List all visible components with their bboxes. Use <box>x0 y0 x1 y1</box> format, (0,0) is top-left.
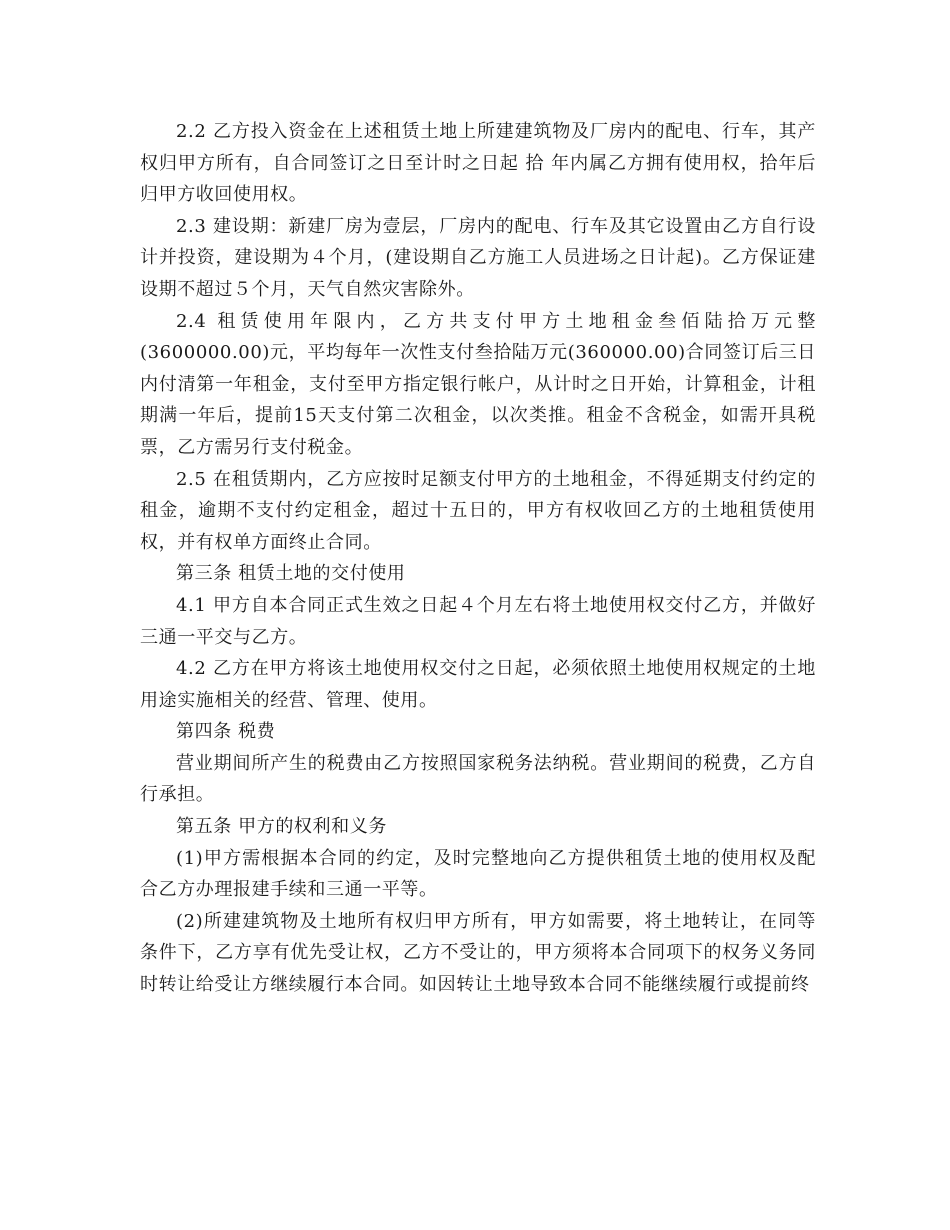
party-a-duty-1: (1)甲方需根据本合同的约定，及时完整地向乙方提供租赁土地的使用权及配合乙方办理报建手续和三通一平等。 <box>140 847 816 901</box>
party-a-duty-2: (2)所建建筑物及土地所有权归甲方所有，甲方如需要，将土地转让，在同等条件下，乙方享有优先受让权，乙方不受让的，甲方须将本合同项下的权务义务同时转让给受让方继续履行本合同。如因转让土地导致本合同不能继续履行或提前终 <box>140 910 816 996</box>
article-4-heading: 第四条 税费 <box>176 721 276 743</box>
clause-2-3: 2.3 建设期：新建厂房为壹层，厂房内的配电、行车及其它设置由乙方自行设计并投资，建设期为４个月，(建设期自乙方施工人员进场之日计起)。乙方保证建设期不超过５个月，天气自然灾害除外。 <box>140 215 816 300</box>
clause-4-2: 4.2 乙方在甲方将该土地使用权交付之日起，必须依照土地使用权规定的土地用途实施相关的经营、管理、使用。 <box>140 658 816 711</box>
article-5-heading: 第五条 甲方的权利和义务 <box>176 816 387 838</box>
document-body <box>140 116 816 1001</box>
clause-4-1: 4.1 甲方自本合同正式生效之日起４个月左右将土地使用权交付乙方，并做好三通一平交与乙方。 <box>140 594 816 648</box>
clause-2-5: 2.5 在租赁期内，乙方应按时足额支付甲方的土地租金，不得延期支付约定的租金，逾期不支付约定租金，超过十五日的，甲方有权收回乙方的土地租赁使用权，并有权单方面终止合同。 <box>140 468 816 553</box>
article-3-heading: 第三条 租赁土地的交付使用 <box>176 563 406 585</box>
clause-2-2: 2.2 乙方投入资金在上述租赁土地上所建建筑物及厂房内的配电、行车，其产权归甲方所有，自合同签订之日至计时之日起 拾 年内属乙方拥有使用权，拾年后归甲方收回使用权。 <box>140 121 816 206</box>
clause-2-4: 2.4 租赁使用年限内，乙方共支付甲方土地租金叁佰陆拾万元整(3600000.00)元，平均每年一次性支付叁拾陆万元(360000.00)合同签订后三日内付清第一年租金，支付至甲方指定银行帐户，从计时之日开始，计算租金，计租期满一年后，提前15天支付第二次租金，以次类推。租金不含税金，如需开具税票，乙方需另行支付税金。 <box>140 310 816 458</box>
tax-paragraph: 营业期间所产生的税费由乙方按照国家税务法纳税。营业期间的税费，乙方自行承担。 <box>140 752 816 806</box>
